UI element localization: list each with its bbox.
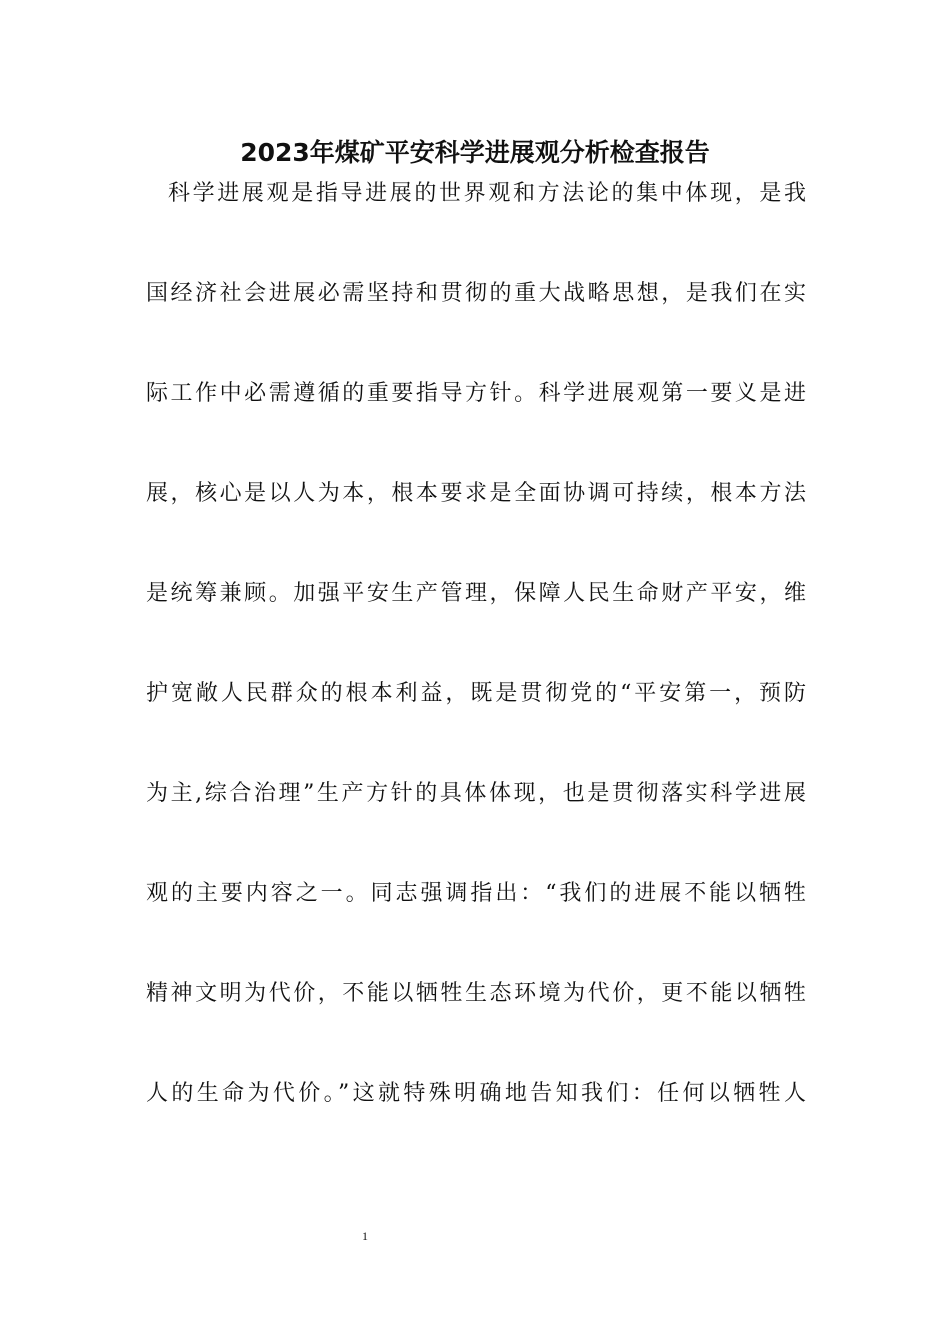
paragraph-line: 展，核心是以人为本，根本要求是全面协调可持续，根本方法 — [146, 481, 806, 506]
paragraph-line: 观的主要内容之一。同志强调指出：“我们的进展不能以牺牲 — [146, 881, 806, 906]
paragraph-line: 是统筹兼顾。加强平安生产管理，保障人民生命财产平安，维 — [146, 581, 806, 606]
page-number: 1 — [362, 1229, 368, 1243]
paragraph-line: 为主,综合治理”生产方针的具体体现，也是贯彻落实科学进展 — [146, 781, 806, 806]
paragraph-line: 科学进展观是指导进展的世界观和方法论的集中体现，是我 — [168, 181, 806, 206]
document-title: 2023年煤矿平安科学进展观分析检查报告 — [240, 138, 710, 167]
paragraph-line: 精神文明为代价，不能以牺牲生态环境为代价，更不能以牺牲 — [146, 981, 806, 1006]
paragraph-line: 国经济社会进展必需坚持和贯彻的重大战略思想，是我们在实 — [146, 281, 806, 306]
paragraph-line: 际工作中必需遵循的重要指导方针。科学进展观第一要义是进 — [146, 381, 806, 406]
paragraph-line: 护宽敞人民群众的根本利益，既是贯彻党的“平安第一，预防 — [146, 681, 806, 706]
paragraph-line: 人的生命为代价。”这就特殊明确地告知我们：任何以牺牲人 — [146, 1081, 806, 1106]
